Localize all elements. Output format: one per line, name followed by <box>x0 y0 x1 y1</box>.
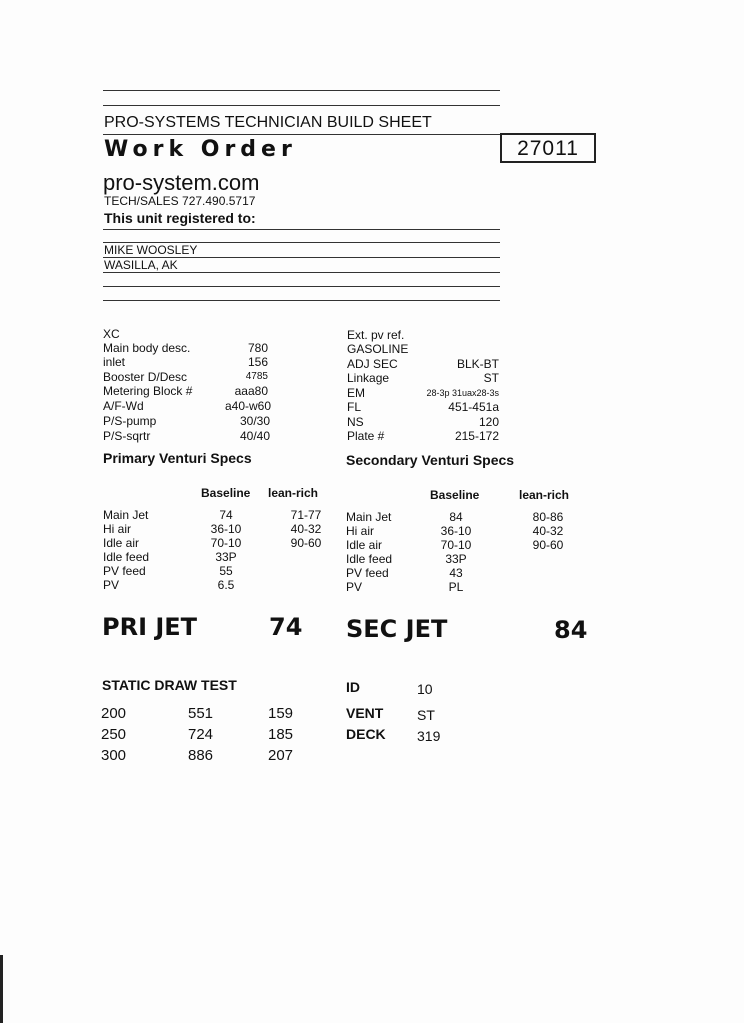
deck-label: DECK <box>346 726 386 742</box>
spec-label: Plate # <box>347 429 385 443</box>
table-cell: 74 <box>219 508 233 522</box>
registered-label: This unit registered to: <box>104 210 256 226</box>
table-cell: 33P <box>215 550 237 564</box>
table-row-label: Main Jet <box>103 508 149 522</box>
spec-label: Linkage <box>347 371 390 385</box>
spec-label: P/S-sqrtr <box>103 429 151 443</box>
work-order-number: 27011 <box>500 133 596 163</box>
spec-value: 451-451a <box>448 400 499 414</box>
spec-value: 780 <box>247 341 268 355</box>
pri-jet-value: 74 <box>269 613 303 641</box>
table-row-label: PV <box>103 578 120 592</box>
table-cell: 55 <box>219 564 233 578</box>
draw-cell: 200 <box>101 705 127 722</box>
primary-col-leanrich: lean-rich <box>268 486 319 500</box>
table-row-label: Idle air <box>103 536 140 550</box>
reg-rule-1 <box>103 229 500 230</box>
table-cell: 84 <box>449 510 463 524</box>
tech-sales-phone: TECH/SALES 727.490.5717 <box>104 194 256 208</box>
secondary-col-baseline: Baseline <box>430 488 480 502</box>
table-row-label: PV <box>346 580 363 594</box>
spec-value: 30/30 <box>239 414 270 428</box>
spec-label: Main body desc. <box>103 341 191 355</box>
draw-cell: 185 <box>268 726 294 743</box>
sec-jet-value: 84 <box>554 616 588 644</box>
draw-cell: 886 <box>188 747 214 764</box>
spec-label: ADJ SEC <box>347 357 398 371</box>
spec-label: Metering Block # <box>103 384 193 398</box>
title-rule <box>103 134 500 135</box>
table-cell: 36-10 <box>440 524 472 538</box>
primary-col-baseline: Baseline <box>201 486 251 500</box>
secondary-col-leanrich: lean-rich <box>519 488 570 502</box>
id-value: 10 <box>417 681 433 697</box>
table-cell: 33P <box>445 552 467 566</box>
table-row-label: Idle air <box>346 538 383 552</box>
table-cell: 40-32 <box>290 522 322 536</box>
primary-table <box>103 508 343 598</box>
spec-label: A/F-Wd <box>103 399 144 413</box>
spec-label: FL <box>347 400 362 414</box>
sheet-title: PRO-SYSTEMS TECHNICIAN BUILD SHEET <box>104 114 432 131</box>
table-cell: 43 <box>449 566 463 580</box>
reg-rule-6 <box>103 300 500 301</box>
id-block <box>346 679 466 749</box>
table-row-label: Idle feed <box>103 550 150 564</box>
table-row-label: Idle feed <box>346 552 393 566</box>
table-cell: 80-86 <box>532 510 564 524</box>
spec-value: ST <box>483 371 499 385</box>
spec-label: P/S-pump <box>103 414 157 428</box>
table-cell: 40-32 <box>532 524 564 538</box>
spec-value: 4785 <box>245 371 268 382</box>
website: pro-system.com <box>103 170 260 195</box>
id-label: ID <box>346 679 360 695</box>
table-cell: 90-60 <box>532 538 564 552</box>
spec-label: GASOLINE <box>347 342 409 356</box>
table-cell: 71-77 <box>290 508 322 522</box>
draw-cell: 300 <box>101 747 127 764</box>
spec-value: 156 <box>247 355 268 369</box>
owner-location: WASILLA, AK <box>104 258 178 272</box>
draw-cell: 250 <box>101 726 127 743</box>
reg-rule-4 <box>103 272 500 273</box>
spec-label: NS <box>347 415 364 429</box>
sec-jet-label: SEC JET <box>346 615 448 643</box>
specs-left <box>103 327 273 447</box>
table-cell: PL <box>448 580 464 594</box>
secondary-table <box>346 510 586 600</box>
static-draw-table <box>101 705 331 769</box>
table-row-label: Hi air <box>346 524 375 538</box>
draw-cell: 551 <box>188 705 214 722</box>
header-rule-1 <box>103 90 500 91</box>
spec-value: 28-3p 31uax28-3s <box>426 388 499 398</box>
spec-label: EM <box>347 386 365 400</box>
table-cell: 36-10 <box>210 522 242 536</box>
owner-name: MIKE WOOSLEY <box>104 243 198 257</box>
spec-value: BLK-BT <box>456 357 499 371</box>
draw-cell: 159 <box>268 705 294 722</box>
draw-cell: 207 <box>268 747 294 764</box>
spec-label: inlet <box>103 355 126 369</box>
spec-label: Booster D/Desc <box>103 370 188 384</box>
spec-value: 215-172 <box>454 429 499 443</box>
specs-right <box>347 328 499 448</box>
pri-jet-label: PRI JET <box>102 613 198 641</box>
spec-value: a40-w60 <box>224 399 271 413</box>
primary-venturi-heading: Primary Venturi Specs <box>103 450 252 466</box>
spec-value: aaa80 <box>234 384 268 398</box>
table-cell: 90-60 <box>290 536 322 550</box>
table-cell: 6.5 <box>217 578 235 592</box>
table-row-label: PV feed <box>346 566 389 580</box>
work-order-label: Work Order <box>104 137 297 162</box>
scan-edge <box>0 955 3 1023</box>
table-row-label: Main Jet <box>346 510 392 524</box>
vent-value: ST <box>417 707 435 723</box>
table-row-label: PV feed <box>103 564 146 578</box>
draw-cell: 724 <box>188 726 214 743</box>
deck-value: 319 <box>417 728 441 744</box>
reg-rule-5 <box>103 286 500 287</box>
spec-value: 40/40 <box>239 429 270 443</box>
table-cell: 70-10 <box>210 536 242 550</box>
spec-label: Ext. pv ref. <box>347 328 405 342</box>
table-row-label: Hi air <box>103 522 132 536</box>
table-cell: 70-10 <box>440 538 472 552</box>
spec-value: 120 <box>478 415 499 429</box>
static-draw-heading: STATIC DRAW TEST <box>102 677 237 693</box>
header-rule-2 <box>103 105 500 106</box>
secondary-venturi-heading: Secondary Venturi Specs <box>346 452 515 468</box>
spec-label: XC <box>103 327 120 341</box>
vent-label: VENT <box>346 705 384 721</box>
